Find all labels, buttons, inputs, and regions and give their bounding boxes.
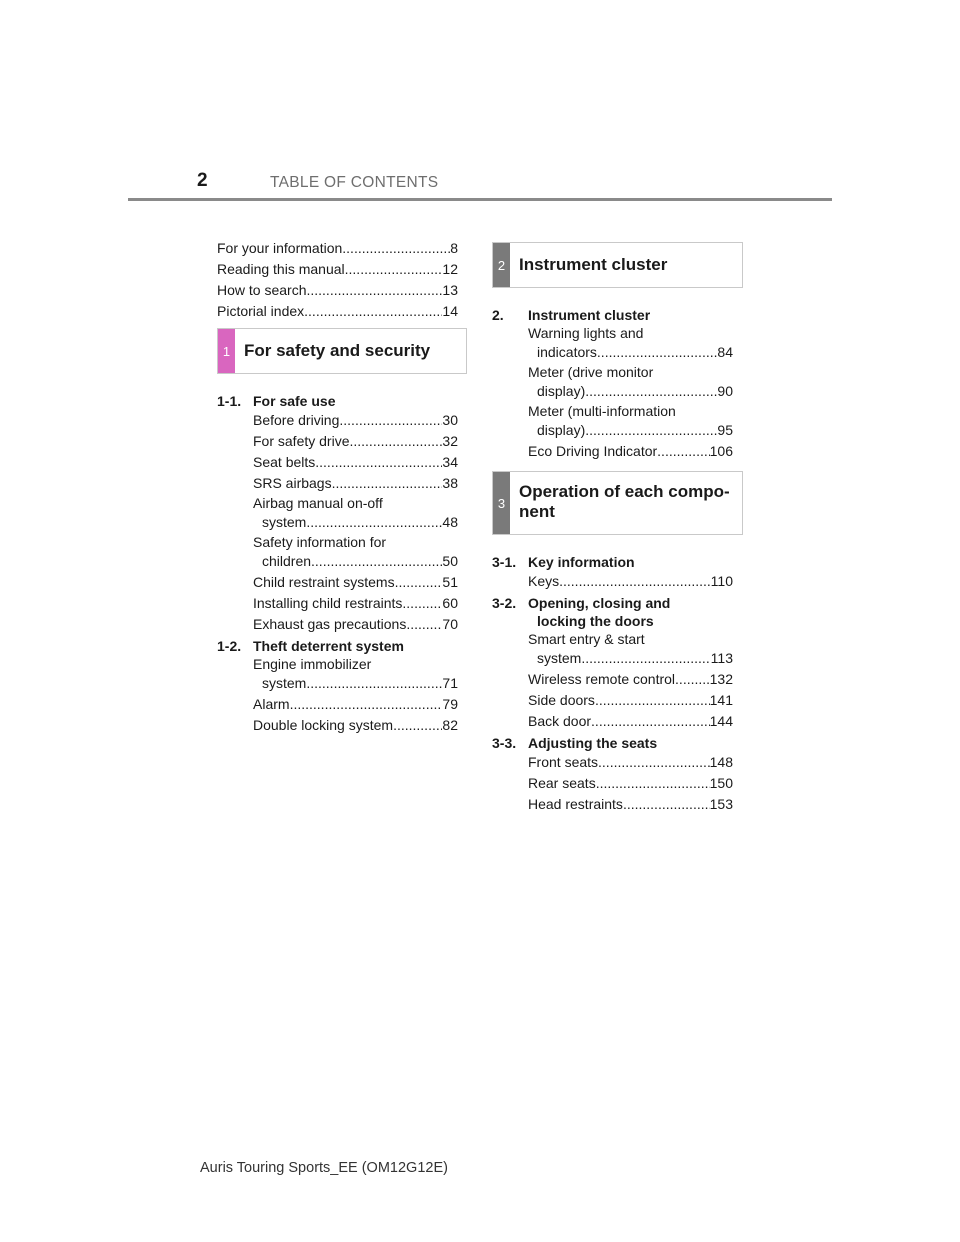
chapter-title: Theft deterrent system [253, 638, 404, 654]
chapter-number: 3-1. [492, 554, 517, 570]
chapter-1-1 [217, 392, 467, 635]
toc-entry[interactable]: Before driving ..... 30 [253, 410, 458, 431]
section-heading-1[interactable] [217, 328, 467, 374]
chapter-entries [217, 655, 458, 736]
toc-entry[interactable]: Safety information for children ..... 50 [253, 533, 458, 570]
header-rule [128, 198, 832, 201]
entry-text: For your information [217, 240, 343, 256]
section-title: TABLE OF CONTENTS [270, 174, 439, 191]
toc-entry[interactable]: Smart entry & start system ..... 113 [528, 630, 733, 667]
toc-entry[interactable]: Child restraint systems ..... 51 [253, 572, 458, 593]
entry-text: Pictorial index [217, 303, 305, 319]
chapter-3-3 [492, 734, 742, 815]
chapter-heading[interactable] [492, 553, 742, 571]
chapter-heading[interactable] [492, 734, 742, 752]
entry-page: 12 [442, 261, 458, 277]
toc-entry[interactable] [217, 301, 458, 322]
entry-page: 13 [442, 282, 458, 298]
toc-entry[interactable]: Engine immobilizer system ..... 71 [253, 655, 458, 692]
chapter-title: Key information [528, 554, 635, 570]
chapter-3-2 [492, 594, 742, 732]
page-header [0, 0, 960, 202]
section-heading-label: Operation of each compo- nent [519, 482, 730, 521]
toc-entry[interactable]: Alarm ..... 79 [253, 694, 458, 715]
chapter-title: Instrument cluster [528, 307, 651, 323]
toc-entry[interactable]: Wireless remote control ..... 132 [528, 669, 733, 690]
chapter-entries [492, 630, 733, 732]
chapter-number: 1-1. [217, 393, 242, 409]
toc-entry[interactable]: Warning lights and indicators ..... 84 [528, 324, 733, 361]
section-heading-2[interactable] [492, 242, 743, 288]
entry-text: How to search [217, 282, 307, 298]
toc-entry[interactable]: For safety drive ..... 32 [253, 431, 458, 452]
toc-entry[interactable] [217, 238, 458, 259]
entry-page: 8 [450, 240, 458, 256]
toc-entry[interactable]: Meter (multi-information display) ..... 95 [528, 402, 733, 439]
chapter-3-1 [492, 553, 742, 592]
toc-entry[interactable]: Head restraints ..... 153 [528, 794, 733, 815]
toc-entry[interactable]: Double locking system ..... 82 [253, 715, 458, 736]
section-number-tab: 3 [493, 472, 510, 534]
section-heading-3[interactable] [492, 471, 743, 535]
chapter-number: 3-3. [492, 735, 517, 751]
entry-text: Reading this manual [217, 261, 345, 277]
section-heading-label: Instrument cluster [519, 255, 668, 274]
chapter-2 [492, 306, 742, 462]
toc-entry[interactable]: Exhaust gas precautions ..... 70 [253, 614, 458, 635]
toc-entry[interactable]: Side doors ..... 141 [528, 690, 733, 711]
chapter-title: Opening, closing and locking the doors [528, 595, 671, 629]
intro-list [217, 238, 458, 322]
chapter-heading[interactable] [217, 637, 467, 655]
page-footer: Auris Touring Sports_EE (OM12G12E) [200, 1160, 448, 1176]
chapter-heading[interactable] [217, 392, 467, 410]
chapter-heading[interactable] [492, 306, 742, 324]
chapter-entries [492, 571, 733, 592]
toc-entry[interactable]: Rear seats ..... 150 [528, 773, 733, 794]
entry-page: 14 [442, 303, 458, 319]
section-number-tab: 2 [493, 243, 510, 287]
chapter-title: For safe use [253, 393, 336, 409]
right-column [492, 242, 742, 815]
chapter-number: 3-2. [492, 595, 517, 611]
toc-entry[interactable]: Airbag manual on-off system ..... 48 [253, 494, 458, 531]
toc-entry[interactable]: Keys ..... 110 [528, 571, 733, 592]
toc-entry[interactable]: Meter (drive monitor display) ..... 90 [528, 363, 733, 400]
chapter-number: 2. [492, 307, 504, 323]
chapter-entries [217, 410, 458, 635]
toc-entry[interactable]: SRS airbags ..... 38 [253, 473, 458, 494]
page-number: 2 [197, 170, 208, 191]
chapter-1-2 [217, 637, 467, 736]
chapter-entries [492, 752, 733, 815]
toc-entry[interactable]: Eco Driving Indicator ..... 106 [528, 441, 733, 462]
toc-entry[interactable]: Installing child restraints ..... 60 [253, 593, 458, 614]
chapter-heading[interactable] [492, 594, 742, 630]
toc-entry[interactable] [217, 280, 458, 301]
section-number-tab: 1 [218, 329, 235, 373]
chapter-entries [492, 324, 733, 462]
toc-entry[interactable]: Back door ..... 144 [528, 711, 733, 732]
toc-entry[interactable]: Seat belts ..... 34 [253, 452, 458, 473]
chapter-number: 1-2. [217, 638, 242, 654]
left-column [217, 238, 467, 736]
toc-entry[interactable] [217, 259, 458, 280]
toc-entry[interactable]: Front seats ..... 148 [528, 752, 733, 773]
chapter-title: Adjusting the seats [528, 735, 658, 751]
section-heading-label: For safety and security [244, 341, 431, 360]
